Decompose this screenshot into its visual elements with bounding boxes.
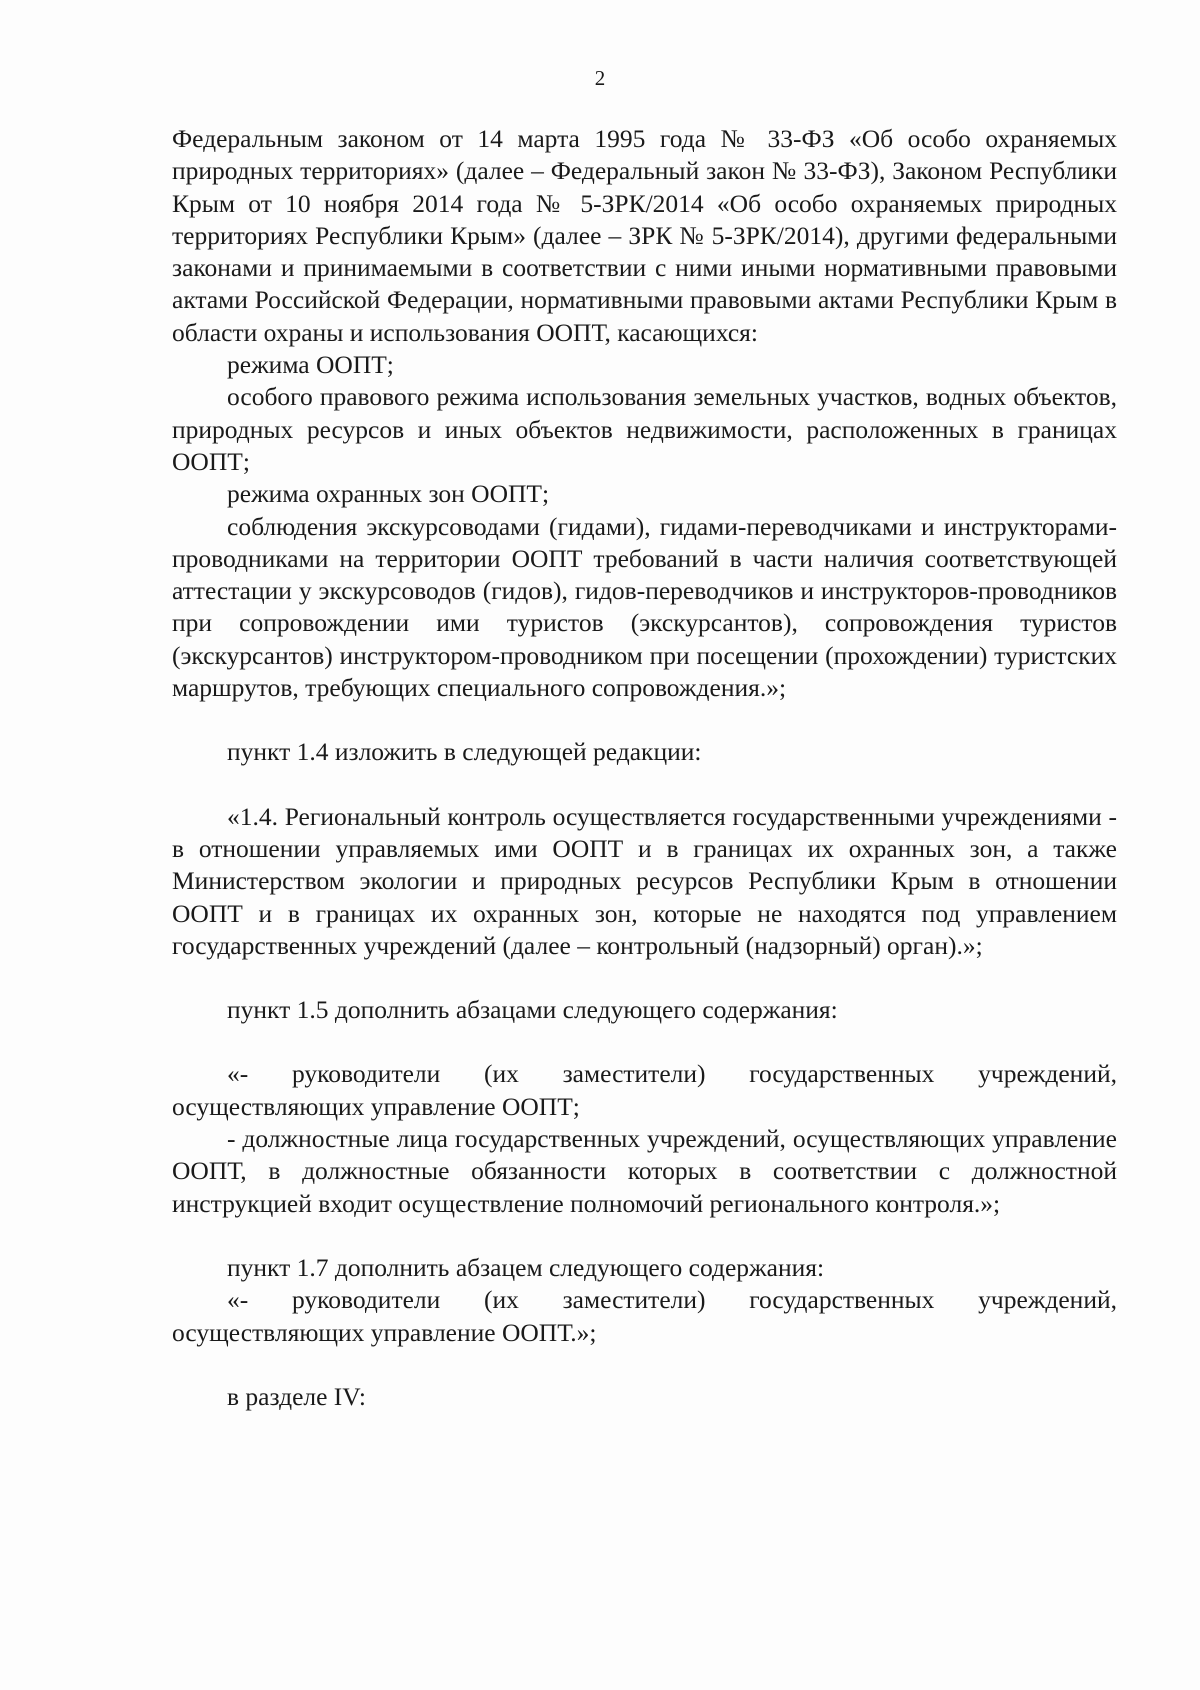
paragraph-item-1-5-intro: пункт 1.5 дополнить абзацами следующего содержания: xyxy=(227,995,838,1025)
page-number: 2 xyxy=(594,66,606,90)
paragraph-federal-law: Федеральным законом от 14 марта 1995 года № 33-ФЗ «Об особо охраняемых природных территориях» (далее – Федеральный закон № 33-ФЗ), Законом Республики Крым от 10 ноября 2014 года № 5-ЗРК/2014 «Об особо охраняемых природных территориях Республики Крым» (далее – ЗРК № 5-ЗРК/2014), другими федеральными законами и принимаемыми в соответствии с ними иными нормативными правовыми актами Российской Федерации, нормативными правовыми актами Республики Крым в области охраны и использования ООПТ, касающихся: xyxy=(172,124,1117,347)
paragraph-guides: соблюдения экскурсоводами (гидами), гидами-переводчиками и инструкторами-проводниками на территории ООПТ требований в части наличия соответствующей аттестации у экскурсоводов (гидов), гидов-переводчиков и инструкторов-проводников при сопровождении ими туристов (экскурсантов), сопровождения туристов (экскурсантов) инструктором-проводником при посещении (прохождении) туристских маршрутов, требующих специального сопровождения.»; xyxy=(172,511,1117,703)
paragraph-item-1-7-heads: «- руководители (их заместители) государственных учреждений, осуществляющих управление ООПТ.»; xyxy=(172,1285,1117,1347)
paragraph-protection-zones: режима охранных зон ООПТ; xyxy=(227,479,550,509)
paragraph-regime: режима ООПТ; xyxy=(227,350,394,380)
paragraph-section-iv: в разделе IV: xyxy=(227,1381,366,1411)
paragraph-item-1-5-officials: - должностные лица государственных учреждений, осуществляющих управление ООПТ, в должностные обязанности которых в соответствии с должностной инструкцией входит осуществление полномочий регионального контроля.»; xyxy=(172,1124,1117,1218)
document-body xyxy=(172,123,1117,1413)
paragraph-item-1-5-heads: «- руководители (их заместители) государственных учреждений, осуществляющих управление ООПТ; xyxy=(172,1059,1117,1121)
paragraph-item-1-7-intro: пункт 1.7 дополнить абзацем следующего содержания: xyxy=(227,1252,825,1282)
paragraph-item-1-4-text: «1.4. Региональный контроль осуществляется государственными учреждениями - в отношении управляемых ими ООПТ и в границах их охранных зон, а также Министерством экологии и природных ресурсов Республики Крым в отношении ООПТ и в границах их охранных зон, которые не находятся под управлением государственных учреждений (далее – контрольный (надзорный) орган).»; xyxy=(172,801,1117,960)
paragraph-legal-regime: особого правового режима использования земельных участков, водных объектов, природных ресурсов и иных объектов недвижимости, расположенных в границах ООПТ; xyxy=(172,382,1117,476)
paragraph-item-1-4-intro: пункт 1.4 изложить в следующей редакции: xyxy=(227,737,702,767)
